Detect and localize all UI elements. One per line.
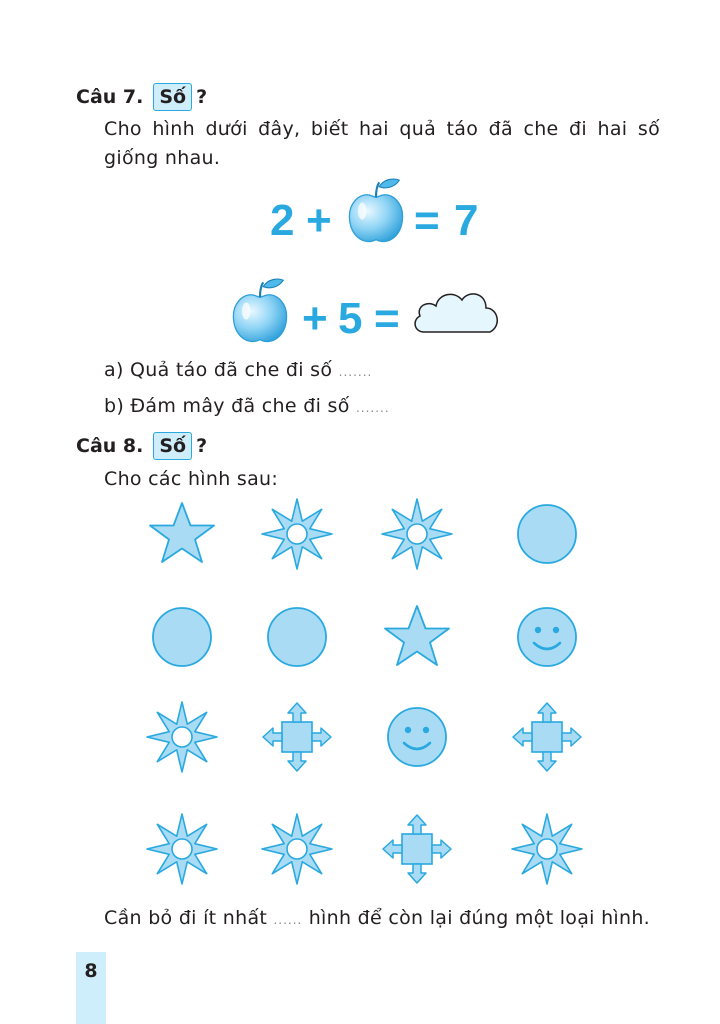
smiley-icon — [380, 700, 454, 774]
arrows-square-icon — [510, 700, 584, 774]
q8-question-mark: ? — [196, 435, 208, 457]
q8-answer-line — [104, 904, 650, 935]
eq2-number: 5 — [338, 294, 363, 343]
smiley-icon — [510, 600, 584, 674]
q8-label: Câu 8. — [76, 435, 144, 457]
q7-intro-line1: Cho hình dưới đây, biết hai quả táo đã che đi hai số — [104, 118, 660, 140]
arrows-square-icon — [260, 700, 334, 774]
star-icon — [145, 497, 219, 571]
eq2-equals: = — [374, 294, 400, 343]
q7-part-a-blank[interactable]: ....... — [338, 365, 373, 379]
q8-answer-post: hình để còn lại đúng một loại hình. — [308, 907, 651, 929]
q7-part-b-text: b) Đám mây đã che đi số — [104, 395, 350, 417]
q7-part-b-blank[interactable]: ....... — [355, 401, 390, 415]
circle-icon — [260, 600, 334, 674]
q8-answer-blank[interactable]: ...... — [273, 913, 303, 927]
q7-intro-line2: giống nhau. — [104, 147, 221, 169]
apple-icon — [344, 176, 408, 246]
q7-heading — [76, 83, 207, 111]
sun-icon — [260, 812, 334, 886]
eq1-plus: + — [306, 196, 332, 245]
eq1-equals: = — [414, 196, 440, 245]
page-number: 8 — [84, 960, 98, 982]
arrows-square-icon — [380, 812, 454, 886]
q8-heading — [76, 432, 207, 460]
apple-icon — [228, 276, 292, 346]
sun-icon — [260, 497, 334, 571]
star-icon — [380, 600, 454, 674]
circle-icon — [510, 497, 584, 571]
q8-answer-box: Số — [153, 432, 192, 460]
sun-icon — [145, 700, 219, 774]
q7-question-mark: ? — [196, 86, 208, 108]
q8-intro: Cho các hình sau: — [104, 468, 279, 490]
cloud-icon — [410, 282, 502, 338]
sun-icon — [380, 497, 454, 571]
sun-icon — [145, 812, 219, 886]
eq2-plus: + — [302, 294, 328, 343]
q7-label: Câu 7. — [76, 86, 144, 108]
eq1-result: 7 — [454, 196, 479, 245]
circle-icon — [145, 600, 219, 674]
q8-answer-pre: Cần bỏ đi ít nhất — [104, 907, 268, 929]
q7-answer-box: Số — [153, 83, 192, 111]
eq1-left-number: 2 — [270, 196, 295, 245]
q7-part-a — [104, 356, 372, 387]
q7-part-a-text: a) Quả táo đã che đi số — [104, 359, 333, 381]
sun-icon — [510, 812, 584, 886]
q7-part-b — [104, 392, 390, 423]
